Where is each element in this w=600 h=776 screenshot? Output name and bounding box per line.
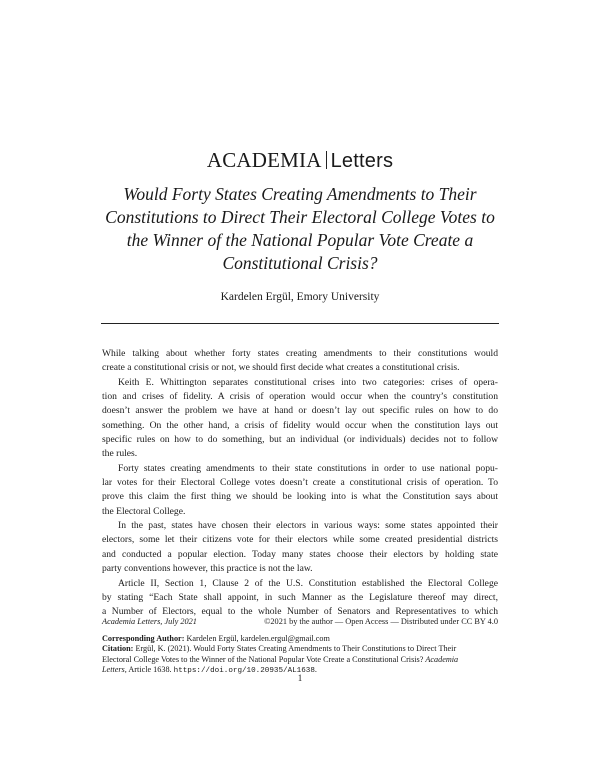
body-line: Forty states creating amendments to their state constitutions in order to use national popu-	[118, 462, 498, 474]
body-line: by stating “Each State shall appoint, in such Manner as the Legislature thereof may direct,	[102, 591, 498, 603]
doi-link[interactable]: https://doi.org/10.20935/AL1638	[173, 667, 315, 676]
citation-text-2: Electoral College Votes to the Winner of the National Popular Vote Create a Constitutional Crisis?	[102, 654, 424, 664]
citation-journal: Academia	[425, 654, 459, 664]
article-title	[100, 183, 500, 275]
body-line: party conventions however, this practice is not the law.	[102, 563, 313, 575]
citation-text-1: Ergül, K. (2021). Would Forty States Creating Amendments to Their Constitutions to Direct Their	[135, 644, 457, 654]
page-number: 1	[297, 673, 303, 683]
article-body	[102, 347, 498, 620]
citation-label: Citation:	[102, 644, 134, 654]
citation-line-1	[102, 644, 500, 654]
title-line: Would Forty States Creating Amendments to Their	[123, 184, 477, 204]
body-line: create a constitutional crisis or not, we should first decide what creates a constitutional crisis.	[102, 362, 460, 374]
author-line: Kardelen Ergül, Emory University	[220, 291, 380, 303]
citation-article: , Article 1638.	[124, 665, 172, 675]
body-line: and conducted a popular election. Today many states choose their electors by holding state	[102, 548, 498, 560]
body-line: the Electoral College.	[102, 505, 186, 517]
license-notice: ©2021 by the author — Open Access — Distributed under CC BY 4.0	[264, 617, 498, 626]
body-line: Keith E. Whittington separates constitutional crises into two categories: crises of opera-	[118, 376, 498, 388]
brand-name: ACADEMIA	[206, 148, 322, 172]
title-divider	[101, 323, 499, 324]
body-line: a Number of Electors, equal to the whole Number of Senators and Representatives to which	[102, 606, 498, 618]
body-line: lar votes for their Electoral College votes doesn’t create a constitutional crisis of operation. To	[102, 477, 498, 489]
title-line: Constitutions to Direct Their Electoral College Votes to	[105, 207, 495, 227]
title-line: the Winner of the National Popular Vote Create a	[126, 230, 474, 250]
body-line: electors, some let their citizens vote for their electors while some created presidential districts	[102, 534, 498, 546]
body-line: Article II, Section 1, Clause 2 of the U.S. Constitution established the Electoral College	[118, 577, 498, 589]
body-line: While talking about whether forty states creating amendments to their constitutions would	[102, 348, 498, 359]
citation-journal-2: Letters	[102, 665, 125, 675]
correspondence-block	[102, 634, 500, 677]
body-line: tion and crises of fidelity. A crisis of operation would occur when the country’s constitution	[102, 391, 498, 403]
corresponding-label: Corresponding Author:	[102, 634, 185, 643]
body-line: In the past, states have chosen their electors in various ways: some states appointed their	[118, 520, 498, 532]
brand-sub: Letters	[330, 150, 394, 172]
brand-separator	[326, 151, 327, 169]
journal-issue: Academia Letters, July 2021	[102, 617, 197, 626]
body-line: prove this claim the first thing we should be looking into is what the Constitution says about	[102, 491, 498, 503]
body-line: specific rules on how to do something, but an individual (or individuals) decides not to follow	[102, 434, 498, 446]
corresponding-text: Kardelen Ergül, kardelen.ergul@gmail.com	[186, 634, 330, 643]
citation-end: .	[314, 665, 317, 675]
body-line: the rules.	[102, 448, 138, 460]
body-line: something. On the other hand, a crisis of fidelity would occur when the constitution lays out	[102, 419, 498, 431]
corresponding-author	[102, 634, 500, 644]
title-line: Constitutional Crisis?	[222, 253, 378, 273]
citation-line-2	[102, 655, 500, 665]
journal-brand	[0, 148, 600, 173]
body-line: doesn’t answer the problem we have at hand or doesn’t lay out specific rules on how to do	[102, 405, 498, 417]
